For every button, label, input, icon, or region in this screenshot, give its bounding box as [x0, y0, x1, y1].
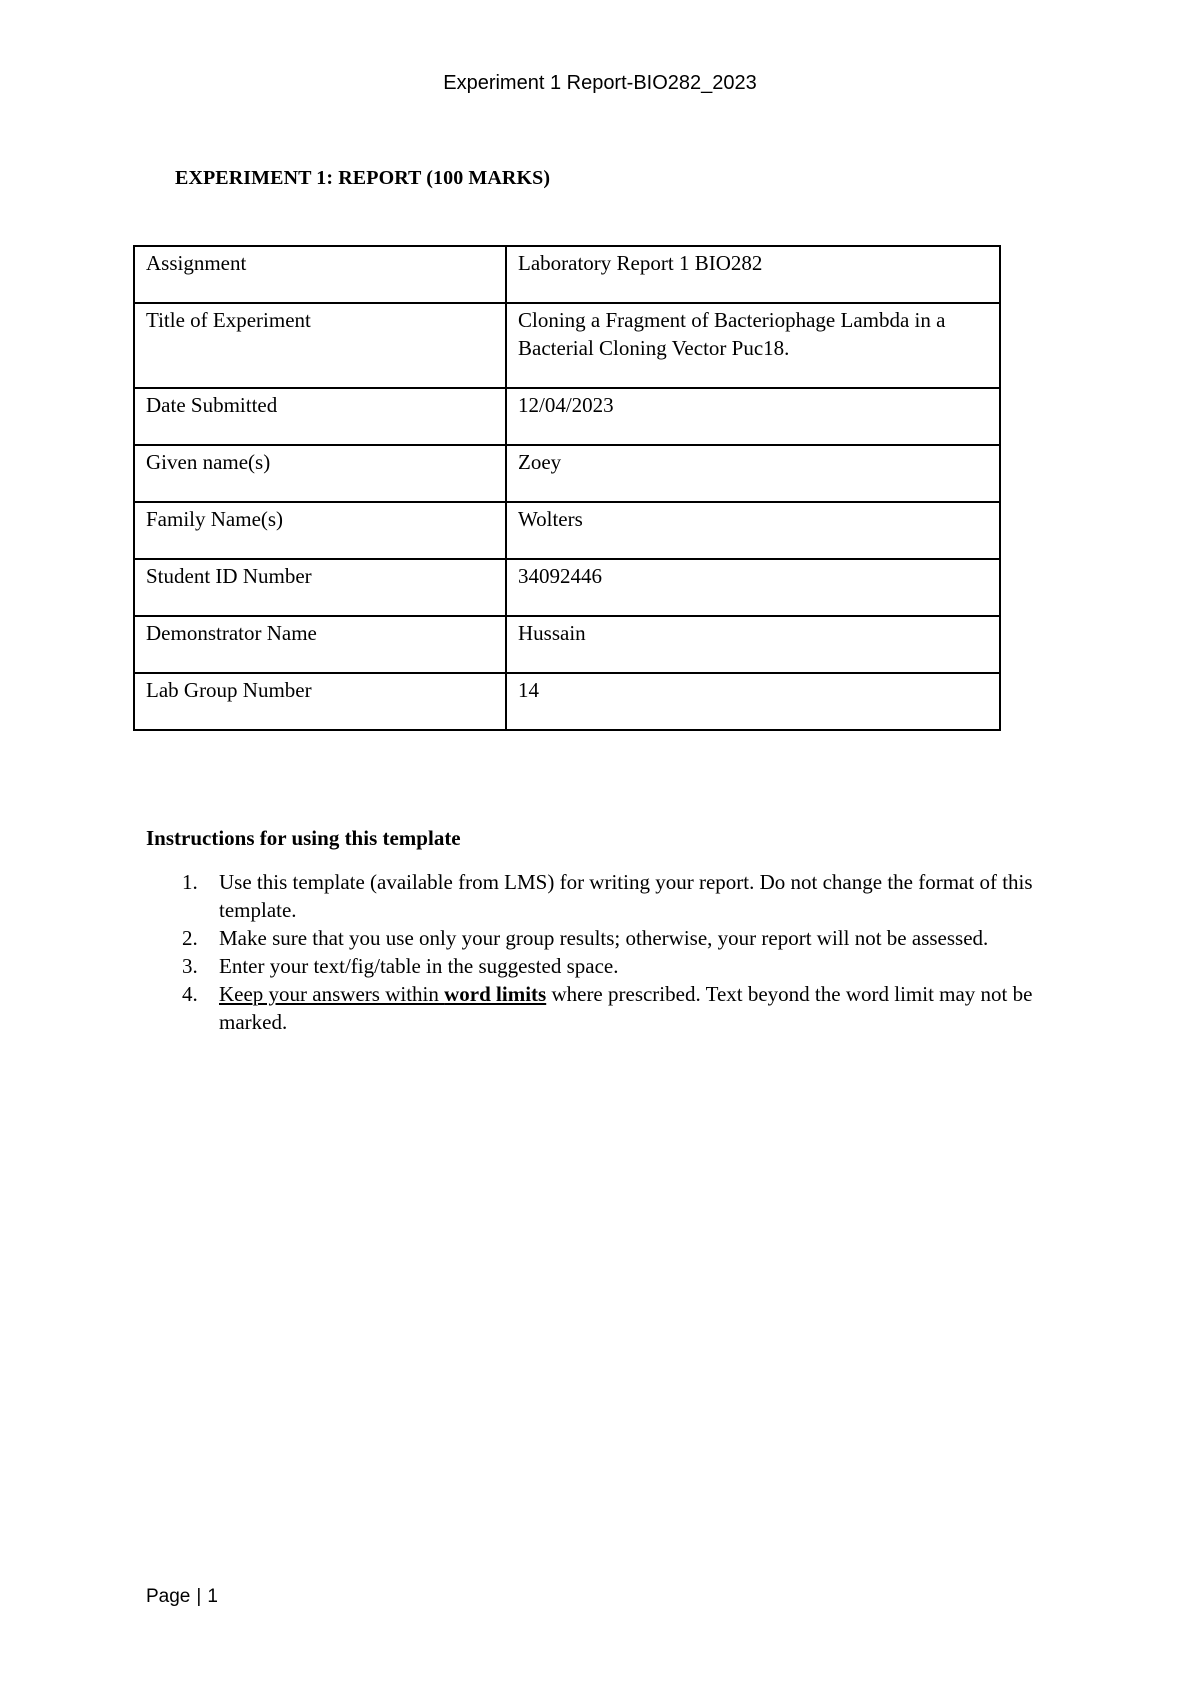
row-value: 14	[506, 673, 1000, 730]
page-footer	[146, 1586, 218, 1608]
table-row	[134, 246, 1000, 303]
list-item-text: where prescribed. Text beyond the word limit may not be marked.	[219, 982, 1033, 1034]
list-item-text: Use this template (available from LMS) for writing your report. Do not change the format of this template.	[219, 870, 1033, 922]
running-header: Experiment 1 Report-BIO282_2023	[443, 72, 757, 94]
row-label: Date Submitted	[134, 388, 506, 445]
row-value: Laboratory Report 1 BIO282	[506, 246, 1000, 303]
instructions-heading: Instructions for using this template	[146, 826, 461, 850]
table-row	[134, 673, 1000, 730]
table-row	[134, 616, 1000, 673]
page-label: Page	[146, 1586, 191, 1607]
list-number: 4.	[182, 982, 198, 1006]
list-item	[182, 952, 1062, 980]
list-number: 3.	[182, 954, 198, 978]
page-number: 1	[207, 1586, 218, 1607]
row-label: Lab Group Number	[134, 673, 506, 730]
row-label: Given name(s)	[134, 445, 506, 502]
row-value: Wolters	[506, 502, 1000, 559]
word-limits-emphasis: word limits	[444, 982, 547, 1006]
table-row	[134, 388, 1000, 445]
list-item	[182, 924, 1062, 952]
list-item	[182, 868, 1062, 924]
list-item	[182, 980, 1062, 1036]
row-value: Zoey	[506, 445, 1000, 502]
list-item-text: Enter your text/fig/table in the suggested space.	[219, 954, 619, 978]
row-value: Hussain	[506, 616, 1000, 673]
list-number: 2.	[182, 926, 198, 950]
row-label: Student ID Number	[134, 559, 506, 616]
instructions-list	[182, 868, 1062, 1036]
page-separator: |	[196, 1586, 202, 1607]
row-label: Family Name(s)	[134, 502, 506, 559]
row-value: 12/04/2023	[506, 388, 1000, 445]
table-row	[134, 502, 1000, 559]
document-title: EXPERIMENT 1: REPORT (100 MARKS)	[175, 167, 551, 189]
table-row	[134, 559, 1000, 616]
list-number: 1.	[182, 870, 198, 894]
row-value: Cloning a Fragment of Bacteriophage Lambda in a Bacterial Cloning Vector Puc18.	[506, 303, 1000, 388]
list-item-text-underlined: Keep your answers within	[219, 982, 445, 1006]
row-label: Title of Experiment	[134, 303, 506, 388]
report-info-table	[133, 245, 1001, 731]
list-item-text: Make sure that you use only your group results; otherwise, your report will not be assessed.	[219, 926, 989, 950]
table-row	[134, 445, 1000, 502]
row-label: Assignment	[134, 246, 506, 303]
row-label: Demonstrator Name	[134, 616, 506, 673]
row-value: 34092446	[506, 559, 1000, 616]
table-row	[134, 303, 1000, 388]
